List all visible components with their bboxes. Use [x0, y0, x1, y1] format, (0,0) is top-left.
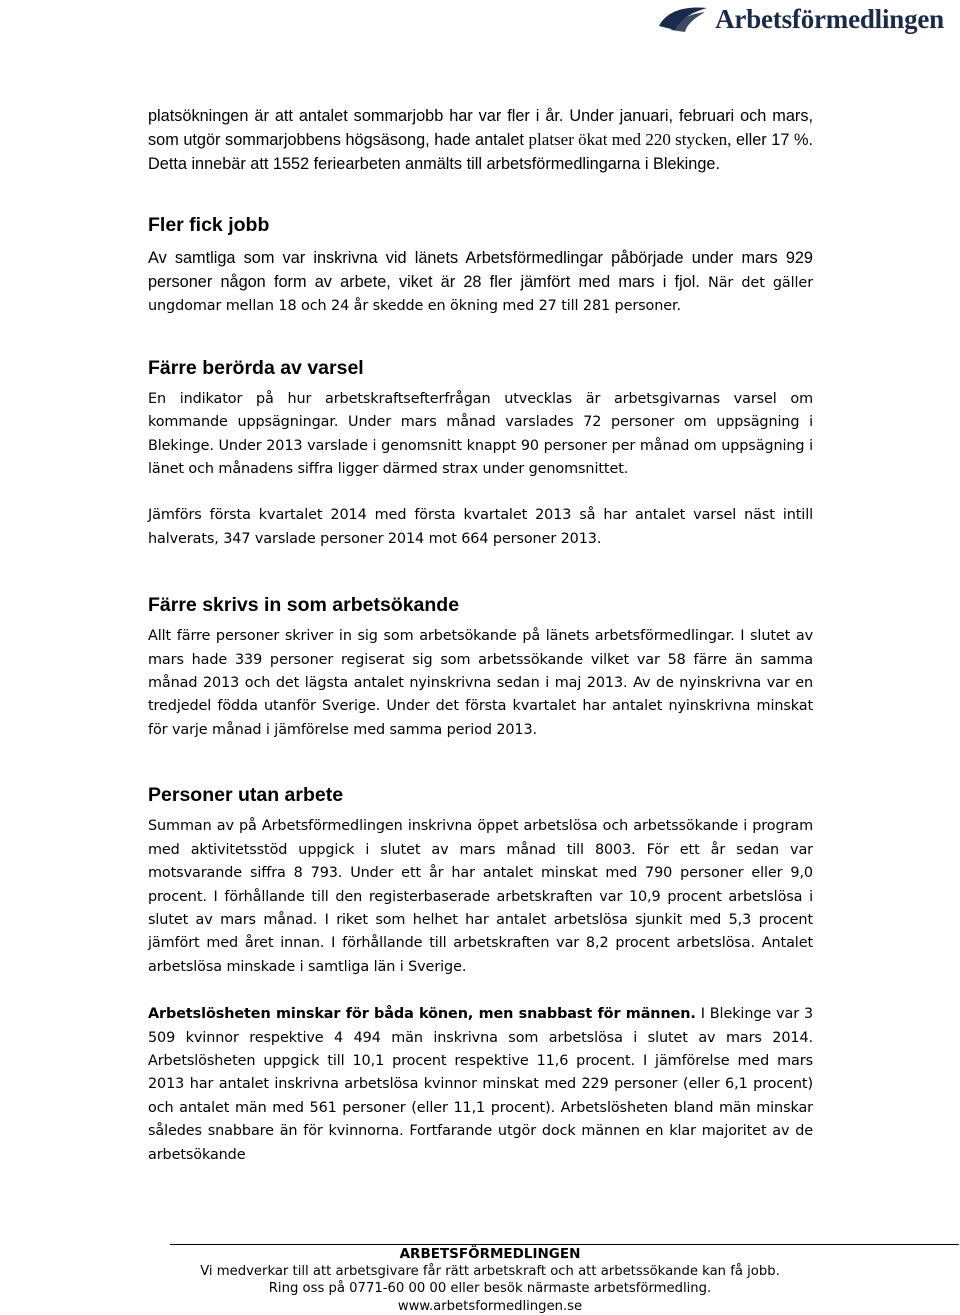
logo-mark-icon [657, 4, 709, 34]
heading-fler-fick-jobb: Fler fick jobb [148, 214, 270, 236]
intro-paragraph [148, 104, 813, 176]
fler-fick-jobb-paragraph [148, 246, 813, 319]
personer-utan-arbete-paragraph-1: Summan av på Arbetsförmedlingen inskrivna öppet arbetslösa och arbetssökande i program med aktivitetsstöd uppgick i slutet av mars månad till 8003. För ett år sedan var motsvarande siffra 8 793. Under ett år har antalet minskat med 790 personer eller 9,0 procent. I förhållande till den registerbaserade arbetskraften var 10,9 procent arbetslösa i slutet av mars månad. I riket som helhet har antalet arbetslösa sjunkit med 5,3 procent jämfört med året innan. I förhållande till arbetskraften var 8,2 procent arbetslösa. Antalet arbetslösa minskade i samtliga län i Sverige. [148, 818, 813, 975]
footer-website[interactable]: www.arbetsformedlingen.se [397, 1298, 583, 1314]
intro-text-part1: platsökningen är att antalet sommarjobb har var fler i år. Under januari, februari och mars, som utgör sommarjobbens högsäsong, hade antalet [148, 107, 813, 149]
personer-utan-arbete-paragraph-2 [148, 1003, 813, 1167]
arbetsformedlingen-logo [657, 2, 944, 36]
logo-text: Arbetsförmedlingen [715, 3, 944, 34]
footer-org-name: ARBETSFÖRMEDLINGEN [399, 1246, 581, 1262]
intro-text-part2: eller 17 %. Detta innebär att 1552 feriearbeten anmälts till arbetsförmedlingarna i Blekinge. [148, 131, 814, 173]
heading-farre-skrivs-in: Färre skrivs in som arbetsökande [148, 594, 460, 617]
farre-berorda-paragraph-1: En indikator på hur arbetskraftsefterfrågan utvecklas är arbetsgivarnas varsel om kommande uppsägningar. Under mars månad varslades 72 personer om uppsägning i Blekinge. Under 2013 varslade i genomsnitt knappt 90 personer per månad om uppsägning i länet och månadens siffra ligger därmed strax under genomsnittet. [148, 390, 813, 478]
footer-contact: Ring oss på 0771-60 00 00 eller besök närmaste arbetsförmedling. [268, 1281, 712, 1297]
heading-personer-utan-arbete: Personer utan arbete [148, 784, 344, 807]
personer-utan-arbete-text: I Blekinge var 3 509 kvinnor respektive 4 494 män inskrivna som arbetslösa i slutet av mars 2014. Arbetslösheten uppgick till 10,1 procent respektive 11,6 procent. I jämförelse med mars 2013 har antalet inskrivna arbetslösa kvinnor minskat med 229 personer (eller 6,1 procent) och antalet män med 561 personer (eller 11,1 procent). Arbetslösheten bland män minskar således snabbare än för kvinnorna. Fortfarande utgör dock männen en klar majoritet av de arbetsökande [148, 1006, 814, 1163]
document-body [148, 104, 813, 1167]
fler-fick-jobb-text-arial: Av samtliga som var inskrivna vid länets Arbetsförmedlingar påbörjade under mars 929 personer någon form av arbete, viket är 28 fler jämfört med mars i fjol. [148, 249, 813, 291]
intro-text-serif: platser ökat med 220 stycken, [528, 130, 732, 149]
farre-skrivs-in-paragraph: Allt färre personer skriver in sig som arbetsökande på länets arbetsförmedlingar. I slutet av mars hade 339 personer regiserat sig som arbetssökande vilket var 58 färre än samma månad 2013 och det lägsta antalet nyinskrivna sedan i maj 2013. Av de nyinskrivna var en tredjedel födda utanför Sverige. Under det första kvartalet har antalet nyinskrivna minskat för varje månad i jämförelse med samma period 2013. [148, 628, 813, 738]
page-footer [140, 1246, 840, 1315]
farre-berorda-paragraph-2: Jämförs första kvartalet 2014 med första kvartalet 2013 så har antalet varsel näst intill halverats, 347 varslade personer 2014 mot 664 personer 2013. [148, 507, 813, 547]
personer-utan-arbete-bold-lead: Arbetslösheten minskar för båda könen, men snabbast för männen. [148, 1006, 696, 1023]
footer-tagline: Vi medverkar till att arbetsgivare får rätt arbetskraft och att arbetssökande kan få jobb. [200, 1264, 780, 1280]
heading-farre-berorda: Färre berörda av varsel [148, 356, 364, 379]
fler-fick-jobb-text-calibri: När det gäller ungdomar mellan 18 och 24 år skedde en ökning med 27 till 281 personer. [148, 275, 814, 315]
footer-divider [170, 1244, 959, 1245]
